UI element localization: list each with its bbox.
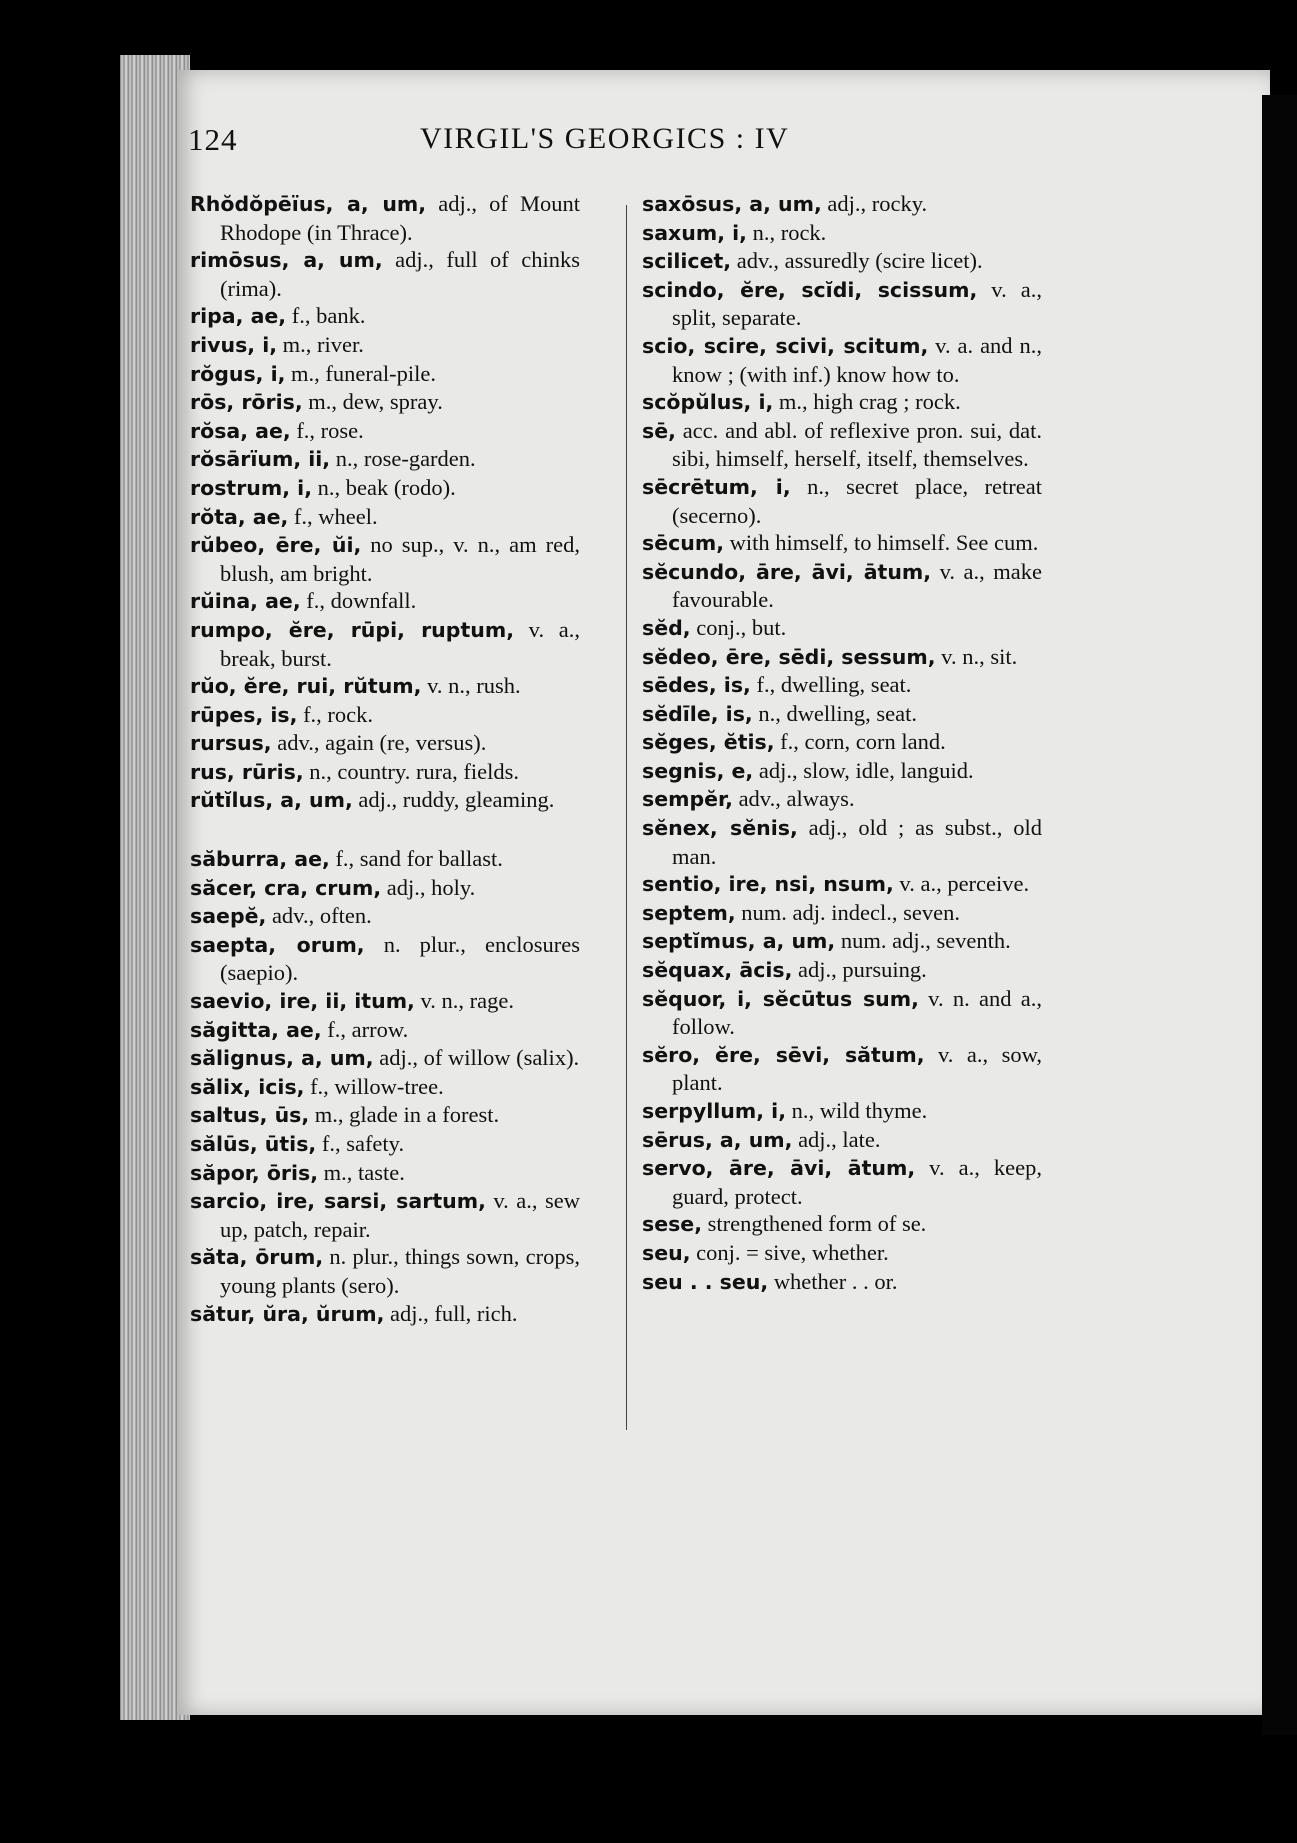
entry-definition: adj., of willow (salix). bbox=[373, 1045, 580, 1071]
entry-definition: n., rose-garden. bbox=[330, 446, 476, 472]
entry-headword: rōs, rōris, bbox=[190, 390, 303, 415]
entry-headword: rivus, i, bbox=[190, 332, 278, 357]
dictionary-entry bbox=[642, 785, 1042, 814]
entry-definition: f., rose. bbox=[290, 417, 364, 443]
running-head bbox=[188, 122, 917, 162]
entry-definition: adj., pursuing. bbox=[792, 957, 927, 983]
dictionary-entry bbox=[190, 417, 580, 446]
dark-binding-edge bbox=[1262, 95, 1297, 1735]
entry-definition: adj., full of chinks (rima). bbox=[220, 247, 580, 301]
entry-headword: sērus, a, um, bbox=[642, 1127, 793, 1152]
entry-headword: săpor, ōris, bbox=[190, 1160, 319, 1185]
entry-definition: whether . . or. bbox=[768, 1268, 898, 1294]
entry-definition: m., river. bbox=[277, 331, 364, 357]
entry-headword: sĕd, bbox=[642, 615, 691, 640]
entry-headword: servo, āre, āvi, ātum, bbox=[642, 1156, 916, 1181]
dictionary-entry bbox=[190, 503, 580, 532]
entry-headword: sălignus, a, um, bbox=[190, 1046, 374, 1071]
entry-definition: f., rock. bbox=[297, 701, 374, 727]
dictionary-entry bbox=[190, 246, 580, 302]
entry-definition: acc. and abl. of reflexive pron. sui, dat. sibi, himself, herself, itself, themselves. bbox=[672, 417, 1042, 472]
dictionary-entry bbox=[190, 1300, 580, 1329]
entry-definition: m., dew, spray. bbox=[302, 389, 443, 415]
entry-headword: sempĕr, bbox=[642, 787, 733, 812]
entry-definition: f., downfall. bbox=[300, 588, 417, 614]
entry-definition: adj., holy. bbox=[381, 874, 476, 900]
entry-headword: ripa, ae, bbox=[190, 304, 287, 329]
entry-definition: conj., but. bbox=[690, 614, 787, 640]
entry-definition: adv., again (re, versus). bbox=[271, 730, 487, 756]
entry-definition: num. adj. indecl., seven. bbox=[735, 899, 960, 925]
dictionary-entry bbox=[190, 360, 580, 389]
entry-definition: m., high crag ; rock. bbox=[773, 389, 961, 415]
dictionary-entry bbox=[190, 902, 580, 931]
entry-definition: f., wheel. bbox=[288, 503, 378, 529]
dictionary-entry bbox=[642, 728, 1042, 757]
entry-headword: rŏgus, i, bbox=[190, 361, 286, 386]
dictionary-entry bbox=[642, 1210, 1042, 1239]
entry-headword: săta, ōrum, bbox=[190, 1245, 324, 1270]
entry-headword: saxōsus, a, um, bbox=[642, 192, 822, 216]
dictionary-entry bbox=[190, 672, 580, 701]
entry-definition: v. a., split, separate. bbox=[672, 276, 1042, 331]
dictionary-entry bbox=[642, 757, 1042, 786]
entry-headword: sălūs, ūtis, bbox=[190, 1132, 317, 1156]
entry-definition: num. adj., seventh. bbox=[835, 928, 1011, 954]
section-gap bbox=[190, 815, 580, 845]
entry-headword: săgitta, ae, bbox=[190, 1017, 322, 1042]
entry-headword: rŏsārïum, ii, bbox=[190, 447, 331, 472]
entry-headword: sĕcundo, āre, āvi, ātum, bbox=[642, 559, 932, 584]
dictionary-entry bbox=[190, 1243, 580, 1299]
entry-headword: septem, bbox=[642, 900, 736, 925]
entry-definition: n. plur., enclosures (saepio). bbox=[220, 931, 581, 986]
dictionary-entry bbox=[642, 643, 1042, 672]
entry-headword: serpyllum, i, bbox=[642, 1099, 787, 1123]
dictionary-entry bbox=[642, 276, 1042, 332]
entry-headword: rŭina, ae, bbox=[190, 589, 301, 614]
dictionary-entry bbox=[190, 1044, 580, 1073]
entry-definition: f., arrow. bbox=[321, 1016, 409, 1042]
dictionary-entry bbox=[190, 701, 580, 730]
entry-definition: m., taste. bbox=[318, 1159, 405, 1185]
dictionary-entry bbox=[190, 987, 580, 1016]
dictionary-entry bbox=[642, 332, 1042, 388]
dictionary-entry bbox=[642, 219, 1042, 248]
dictionary-entry bbox=[642, 700, 1042, 729]
dictionary-entry bbox=[190, 190, 580, 246]
dictionary-entry bbox=[642, 1268, 1042, 1297]
entry-definition: v. a., break, burst. bbox=[220, 616, 581, 671]
entry-headword: scindo, ĕre, scĭdi, scissum, bbox=[642, 277, 978, 302]
dictionary-entry bbox=[642, 1154, 1042, 1210]
entry-headword: scilicet, bbox=[642, 249, 732, 274]
dictionary-entry bbox=[642, 870, 1042, 899]
entry-definition: v. n., rush. bbox=[421, 673, 521, 699]
dictionary-entry bbox=[190, 758, 580, 787]
entry-headword: sēdes, is, bbox=[642, 673, 751, 698]
left-column bbox=[190, 190, 580, 1328]
dictionary-entry bbox=[642, 388, 1042, 417]
entry-headword: rŭo, ĕre, rui, rŭtum, bbox=[190, 674, 422, 699]
entry-definition: v. a., perceive. bbox=[893, 871, 1030, 897]
entry-definition: f., safety. bbox=[316, 1131, 405, 1156]
entry-headword: sĕges, ĕtis, bbox=[642, 730, 775, 755]
entry-headword: sarcio, ire, sarsi, sartum, bbox=[190, 1189, 486, 1214]
entry-headword: sē, bbox=[642, 418, 676, 443]
dictionary-entry bbox=[642, 614, 1042, 643]
entry-headword: sĕnex, sĕnis, bbox=[642, 816, 798, 841]
dictionary-entry bbox=[190, 474, 580, 503]
entry-headword: rostrum, i, bbox=[190, 475, 312, 500]
entry-definition: conj. = sive, whether. bbox=[690, 1239, 889, 1265]
dictionary-entry bbox=[642, 956, 1042, 985]
entry-headword: saxum, i, bbox=[642, 220, 747, 245]
entry-headword: sĕdeo, ēre, sēdi, sessum, bbox=[642, 644, 936, 669]
dictionary-entry bbox=[642, 473, 1042, 529]
entry-headword: sentio, ire, nsi, nsum, bbox=[642, 872, 894, 897]
entry-headword: scio, scire, scivi, scitum, bbox=[642, 333, 929, 358]
entry-definition: adj., of Mount Rhodope (in Thrace). bbox=[220, 191, 580, 245]
entry-headword: saepĕ, bbox=[190, 904, 267, 929]
entry-definition: adv., often. bbox=[266, 903, 372, 929]
dictionary-entry bbox=[642, 247, 1042, 276]
entry-headword: rursus, bbox=[190, 731, 272, 756]
page-number: 124 bbox=[188, 122, 238, 157]
entry-definition: f., willow-tree. bbox=[304, 1073, 444, 1099]
dictionary-entry bbox=[642, 558, 1042, 614]
entry-headword: rimōsus, a, um, bbox=[190, 248, 383, 273]
entry-headword: scŏpŭlus, i, bbox=[642, 390, 774, 415]
dictionary-entry bbox=[190, 531, 580, 587]
entry-definition: v. a., make favourable. bbox=[672, 558, 1042, 613]
entry-headword: sēcum, bbox=[642, 531, 724, 556]
entry-definition: f., sand for ballast. bbox=[329, 846, 503, 872]
entry-definition: n. plur., things sown, crops, young plants (sero). bbox=[220, 1244, 580, 1298]
entry-headword: sēcrētum, i, bbox=[642, 474, 791, 499]
entry-headword: săcer, cra, crum, bbox=[190, 875, 382, 900]
dictionary-entry bbox=[642, 671, 1042, 700]
entry-definition: v. a., keep, guard, protect. bbox=[672, 1155, 1042, 1209]
dictionary-entry bbox=[642, 1097, 1042, 1126]
entry-headword: rŏsa, ae, bbox=[190, 418, 291, 443]
dictionary-entry bbox=[642, 814, 1042, 870]
entry-headword: săburra, ae, bbox=[190, 847, 330, 872]
entry-definition: with himself, to himself. See cum. bbox=[724, 530, 1039, 556]
entry-definition: adj., full, rich. bbox=[384, 1300, 518, 1326]
entry-headword: segnis, e, bbox=[642, 758, 754, 783]
entry-headword: saevio, ire, ii, itum, bbox=[190, 989, 415, 1014]
entry-definition: adj., late. bbox=[792, 1126, 881, 1152]
entry-definition: f., bank. bbox=[286, 303, 366, 329]
entry-definition: n., beak (rodo). bbox=[312, 474, 456, 500]
dictionary-entry bbox=[642, 985, 1042, 1041]
entry-definition: f., corn, corn land. bbox=[774, 729, 946, 755]
entry-definition: adj., old ; as subst., old man. bbox=[672, 815, 1043, 869]
dictionary-entry bbox=[642, 1126, 1042, 1155]
dictionary-entry bbox=[190, 1016, 580, 1045]
entry-definition: adj., rocky. bbox=[821, 191, 928, 216]
dictionary-entry bbox=[642, 899, 1042, 928]
entry-headword: sĕdīle, is, bbox=[642, 701, 753, 726]
entry-headword: sălix, icis, bbox=[190, 1074, 305, 1099]
dictionary-entry bbox=[642, 190, 1042, 219]
entry-definition: adv., always. bbox=[732, 786, 855, 812]
dictionary-entry bbox=[190, 587, 580, 616]
entry-headword: rŭtĭlus, a, um, bbox=[190, 788, 353, 813]
entry-headword: rŭbeo, ēre, ŭi, bbox=[190, 533, 362, 558]
dictionary-entry bbox=[642, 927, 1042, 956]
entry-definition: v. a., sow, plant. bbox=[672, 1041, 1042, 1096]
entry-headword: rus, rūris, bbox=[190, 759, 304, 784]
entry-headword: sĕro, ĕre, sēvi, sătum, bbox=[642, 1042, 925, 1067]
entry-definition: v. n., sit. bbox=[935, 643, 1018, 669]
entry-definition: adj., ruddy, gleaming. bbox=[352, 787, 555, 813]
entry-headword: sĕquax, ācis, bbox=[642, 958, 793, 983]
running-title: VIRGIL'S GEORGICS : IV bbox=[420, 122, 790, 155]
entry-definition: n., wild thyme. bbox=[786, 1098, 928, 1123]
entry-headword: sĕquor, i, sĕcūtus sum, bbox=[642, 986, 919, 1011]
entry-headword: sătur, ŭra, ŭrum, bbox=[190, 1301, 385, 1326]
entry-definition: adj., slow, idle, languid. bbox=[753, 757, 974, 783]
dictionary-entry bbox=[190, 845, 580, 874]
dictionary-entry bbox=[190, 302, 580, 331]
entry-definition: m., funeral-pile. bbox=[285, 360, 436, 386]
dictionary-entry bbox=[190, 729, 580, 758]
entry-definition: v. a., sew up, patch, repair. bbox=[220, 1188, 580, 1242]
entry-definition: v. n., rage. bbox=[414, 988, 514, 1014]
dictionary-entry bbox=[642, 417, 1042, 473]
entry-definition: v. a. and n., know ; (with inf.) know how to. bbox=[672, 332, 1042, 387]
entry-headword: seu, bbox=[642, 1240, 691, 1265]
dictionary-entry bbox=[190, 786, 580, 815]
entry-headword: sese, bbox=[642, 1212, 702, 1237]
entry-headword: rūpes, is, bbox=[190, 702, 298, 727]
dictionary-entry bbox=[190, 1073, 580, 1102]
entry-definition: adv., assuredly (scire licet). bbox=[731, 248, 983, 274]
column-divider bbox=[626, 205, 627, 1430]
entry-headword: septĭmus, a, um, bbox=[642, 929, 836, 954]
entry-headword: saepta, orum, bbox=[190, 932, 365, 957]
entry-definition: n., dwelling, seat. bbox=[752, 700, 918, 726]
entry-headword: seu . . seu, bbox=[642, 1269, 769, 1294]
entry-definition: m., glade in a forest. bbox=[309, 1102, 500, 1128]
dictionary-entry bbox=[190, 1187, 580, 1243]
dictionary-entry bbox=[190, 616, 580, 672]
entry-headword: rumpo, ĕre, rūpi, ruptum, bbox=[190, 617, 514, 642]
entry-headword: saltus, ūs, bbox=[190, 1103, 310, 1128]
dictionary-entry bbox=[190, 874, 580, 903]
right-column bbox=[642, 190, 1042, 1296]
dictionary-entry bbox=[190, 931, 580, 987]
dictionary-entry bbox=[190, 1101, 580, 1130]
entry-headword: rŏta, ae, bbox=[190, 504, 289, 529]
dictionary-entry bbox=[190, 1159, 580, 1188]
entry-definition: n., rock. bbox=[746, 219, 827, 245]
entry-definition: v. n. and a., follow. bbox=[672, 985, 1042, 1040]
entry-definition: n., secret place, retreat (secerno). bbox=[672, 473, 1043, 528]
dictionary-entry bbox=[190, 1130, 580, 1159]
dictionary-entry bbox=[642, 1239, 1042, 1268]
dictionary-entry bbox=[190, 331, 580, 360]
dictionary-entry bbox=[642, 529, 1042, 558]
entry-definition: no sup., v. n., am red, blush, am bright. bbox=[220, 532, 580, 586]
entry-headword: Rhŏdŏpēïus, a, um, bbox=[190, 192, 427, 216]
dictionary-entry bbox=[642, 1041, 1042, 1097]
dictionary-entry bbox=[190, 388, 580, 417]
dictionary-entry bbox=[190, 445, 580, 474]
entry-definition: n., country. rura, fields. bbox=[303, 758, 520, 784]
entry-definition: strengthened form of se. bbox=[702, 1211, 927, 1237]
entry-definition: f., dwelling, seat. bbox=[750, 672, 912, 698]
